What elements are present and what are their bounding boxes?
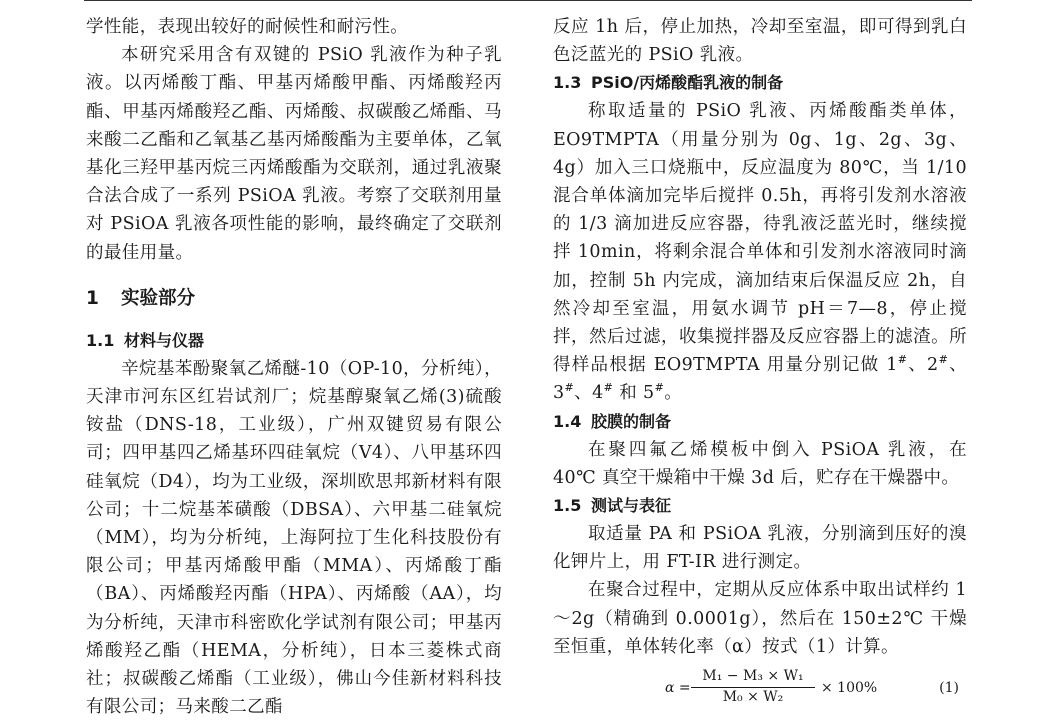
section-heading-1 (86, 285, 502, 313)
paragraph-materials: 辛烷基苯酚聚氧乙烯醚-10（OP-10，分析纯），天津市河东区红岩试剂厂；烷基醇聚氧乙烯(3)硫酸铵盐（DNS-18，工业级），广州双键贸易有限公司；四甲基四乙烯基环四硅氧烷（V4）、八甲基环四硅氧烷（D4），均为工业级，深圳欧思邦新材料有限公司；十二烷基苯磺酸（DBSA）、六甲基二硅氧烷（MM），均为分析纯，上海阿拉丁生化科技股份有限公司；甲基丙烯酸甲酯（MMA）、丙烯酸丁酯（BA）、丙烯酸羟丙酯（HPA）、丙烯酸（AA），均为分析纯，天津市科密欧化学试剂有限公司；甲基丙烯酸羟乙酯（HEMA，分析纯），日本三菱株式商社；叔碳酸乙烯酯（工业级），佛山今佳新材料科技有限公司；马来酸二乙酯 (86, 358, 502, 718)
sample-mark: # (564, 381, 575, 395)
text-run: 和 5 (613, 383, 655, 404)
section-title: 材料与仪器 (124, 330, 205, 350)
equation-fraction (691, 667, 815, 707)
equation-conversion-rate (553, 667, 967, 713)
sample-mark: # (654, 381, 665, 395)
text-run: 称取适量的 PSiO 乳液、丙烯酸酯类单体，EO9TMPTA（用量分别为 0g、1g、2g、3g、4g）加入三口烧瓶中，反应温度为 80℃，当 1/10 混合单体滴加完毕后搅拌 0.5h，再将引发剂水溶液的 1/3 滴加进反应容器，待乳液泛蓝光时，继续搅拌 10min，将剩余混合单体和引发剂水溶液同时滴加，控制 5h 内完成，滴加结束后保温反应 2h，自然冷却至室温，用氨水调节 pH＝7—8，停止搅拌，然后过滤，收集搅拌器及反应容器上的滤渣。所得样品根据 EO9TMPTA 用量分别记做 1 (553, 101, 967, 376)
section-number: 1.3 (553, 73, 582, 93)
text-run: 、4 (574, 383, 604, 404)
section-number: 1.4 (553, 411, 582, 431)
section-heading-1-3 (553, 69, 967, 97)
section-number: 1.5 (553, 496, 582, 516)
equation-rhs: × 100% (821, 680, 878, 697)
sample-mark: # (603, 381, 614, 395)
section-title: 测试与表征 (591, 496, 672, 516)
equation-numerator: M₁ − M₃ × W₁ (691, 667, 815, 688)
text-run: 、2 (907, 355, 939, 376)
section-title: 实验部分 (121, 287, 196, 309)
section-heading-1-4 (553, 408, 967, 436)
equation-label: (1) (939, 680, 959, 697)
sample-mark: # (938, 353, 949, 367)
sample-mark: # (897, 353, 908, 367)
paragraph-intro-end: 学性能，表现出较好的耐候性和耐污性。 (86, 17, 409, 37)
text-run: 。 (664, 383, 683, 404)
right-column (553, 0, 967, 713)
equation-lhs: α = (665, 680, 691, 697)
section-number: 1 (86, 287, 99, 309)
section-heading-1-5 (553, 492, 967, 520)
paragraph-conversion: 在聚合过程中，定期从反应体系中取出试样约 1～2g（精确到 0.0001g），然后在 150±2℃ 干燥至恒重，单体转化率（α）按式（1）计算。 (553, 580, 967, 657)
paragraph-psio-end: 反应 1h 后，停止加热，冷却至室温，即可得到乳白色泛蓝光的 PSiO 乳液。 (553, 17, 967, 66)
section-title: PSiO/丙烯酸酯乳液的制备 (591, 73, 784, 93)
equation-denominator: M₀ × W₂ (722, 689, 784, 706)
section-heading-1-1 (86, 327, 502, 355)
section-title: 胶膜的制备 (591, 411, 672, 431)
paragraph-film-prep: 在聚四氟乙烯模板中倒入 PSiOA 乳液，在 40℃ 真空干燥箱中干燥 3d 后，贮存在干燥器中。 (553, 439, 967, 488)
text-run: 、3 (553, 355, 968, 404)
left-column (86, 0, 502, 721)
paragraph-research-summary: 本研究采用含有双键的 PSiO 乳液作为种子乳液。以丙烯酸丁酯、甲基丙烯酸甲酯、丙烯酸羟丙酯、甲基丙烯酸羟乙酯、丙烯酸、叔碳酸乙烯酯、马来酸二乙酯和乙氧基乙基丙烯酸酯为主要单体，乙氧基化三羟甲基丙烷三丙烯酸酯为交联剂，通过乳液聚合法合成了一系列 PSiOA 乳液。考察了交联剂用量对 PSiOA 乳液各项性能的影响，最终确定了交联剂的最佳用量。 (86, 45, 502, 263)
section-number: 1.1 (86, 330, 115, 350)
paragraph-ftir: 取适量 PA 和 PSiOA 乳液，分别滴到压好的溴化钾片上，用 FT-IR 进行测定。 (553, 524, 967, 573)
paragraph-emulsion-prep (553, 97, 967, 407)
